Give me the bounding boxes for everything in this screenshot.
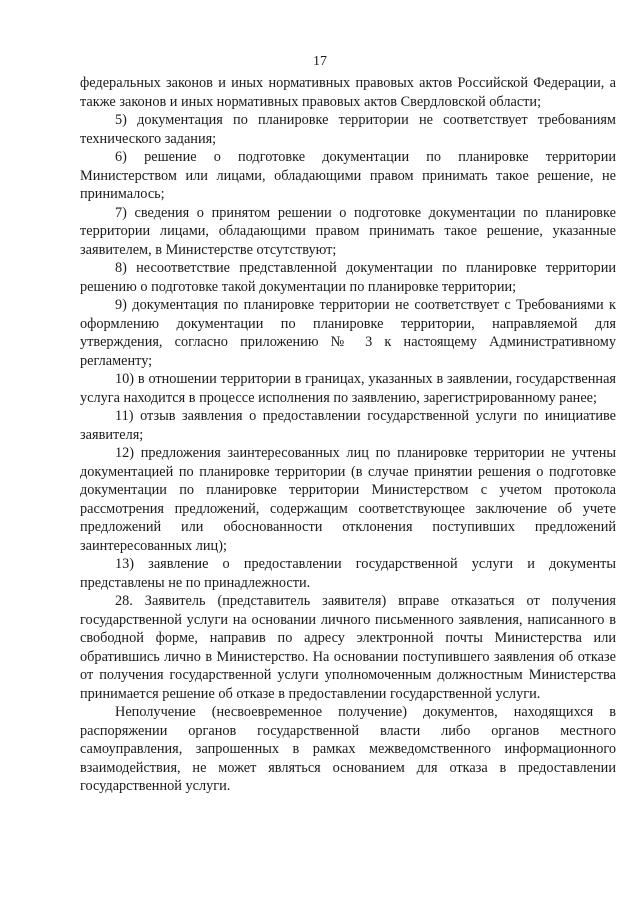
paragraph-non-receipt: Неполучение (несвоевременное получение) документов, находящихся в распоряжении органов государственной власти либо органов местного самоуправления, запрошенных в рамках межведомственного информационного взаимодействия, не может являться основанием для отказа в предоставлении государственной услуги. bbox=[80, 704, 616, 794]
paragraph-item-10: 10) в отношении территории в границах, указанных в заявлении, государственная услуга находится в процессе исполнения по заявлению, зарегистрированному ранее; bbox=[80, 371, 616, 406]
paragraph-continuation: федеральных законов и иных нормативных правовых актов Российской Федерации, а также законов и иных нормативных правовых актов Свердловской области; bbox=[80, 75, 616, 110]
paragraph-item-8: 8) несоответствие представленной документации по планировке территории решению о подготовке такой документации по планировке территории; bbox=[80, 260, 616, 295]
paragraph-item-7: 7) сведения о принятом решении о подготовке документации по планировке территории лицами, обладающими правом принимать такое решение, указанные заявителем, в Министерстве отсутствуют; bbox=[80, 204, 616, 258]
document-body bbox=[80, 74, 616, 796]
paragraph-item-12: 12) предложения заинтересованных лиц по планировке территории не учтены документацией по планировке территории (в случае принятии решения о подготовке документации по планировке территории Министерством с учетом протокола рассмотрения предложений, содержащим соответствующее заключение об учете предложений или обоснованности отклонения поступивших предложений заинтересованных лиц); bbox=[80, 445, 616, 554]
paragraph-item-13: 13) заявление о предоставлении государственной услуги и документы представлены не по принадлежности. bbox=[80, 556, 616, 591]
paragraph-item-6: 6) решение о подготовке документации по планировке территории Министерством или лицами, обладающими правом принимать такое решение, не принималось; bbox=[80, 149, 616, 202]
paragraph-item-9: 9) документация по планировке территории не соответствует с Требованиями к оформлению документации по планировке территории, направляемой для утверждения, согласно приложению № 3 к настоящему Административному регламенту; bbox=[80, 297, 616, 369]
paragraph-item-11: 11) отзыв заявления о предоставлении государственной услуги по инициативе заявителя; bbox=[80, 408, 616, 443]
paragraph-item-5: 5) документация по планировке территории не соответствует требованиям технического задания; bbox=[80, 112, 616, 147]
page-number: 17 bbox=[313, 54, 327, 69]
paragraph-section-28: 28. Заявитель (представитель заявителя) вправе отказаться от получения государственной услуги на основании личного письменного заявления, написанного в свободной форме, направив по адресу электронной почты Министерства или обратившись лично в Министерство. На основании поступившего заявления об отказе от получения государственной услуги уполномоченным должностным Министерства принимается решение об отказе в предоставлении государственной услуги. bbox=[80, 593, 616, 702]
